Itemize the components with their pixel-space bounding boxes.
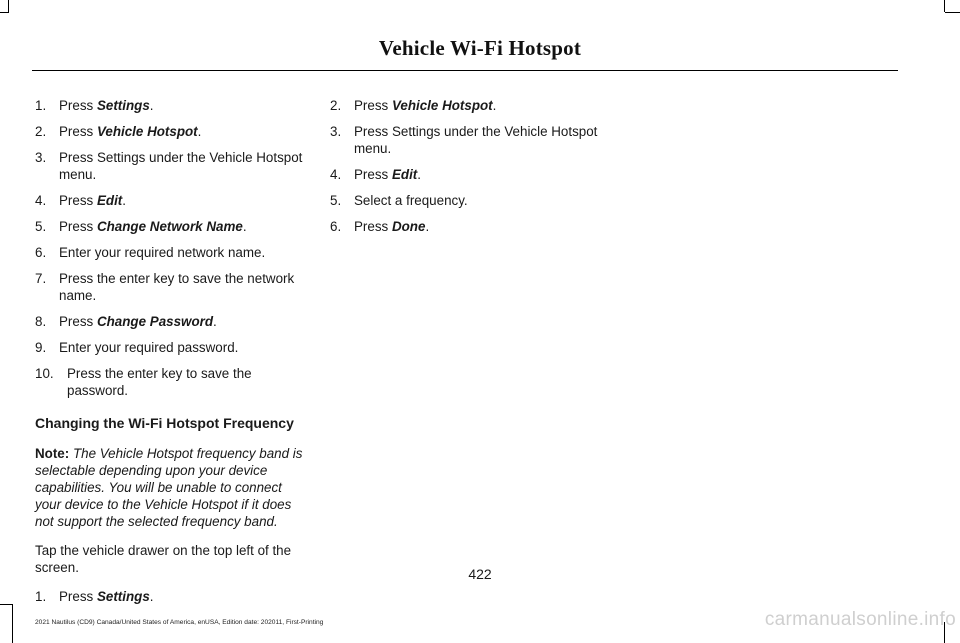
step-emphasis: Change Password — [96, 314, 214, 329]
list-item — [35, 218, 310, 235]
section-heading: Changing the Wi-Fi Hotspot Frequency — [35, 415, 294, 431]
step-text: Press Settings under the Vehicle Hotspot menu. — [59, 150, 303, 182]
step-text: Press the enter key to save the network name. — [59, 271, 295, 303]
list-item — [35, 365, 310, 399]
list-item — [35, 192, 310, 209]
step-number: 2. — [35, 124, 47, 139]
step-emphasis: Edit — [391, 167, 418, 182]
step-text: Press — [354, 98, 392, 113]
list-item — [35, 270, 310, 304]
steps-list-a — [35, 97, 310, 399]
note-block — [35, 445, 310, 530]
step-number: 1. — [35, 589, 47, 604]
step-suffix: . — [213, 314, 217, 329]
steps-list-b — [35, 588, 310, 605]
crop-mark — [12, 604, 13, 643]
step-number: 8. — [35, 314, 47, 329]
step-number: 2. — [330, 98, 342, 113]
crop-mark — [0, 604, 12, 605]
list-item — [35, 123, 310, 140]
step-number: 3. — [35, 150, 47, 165]
crop-mark — [0, 12, 9, 13]
list-item — [330, 192, 605, 209]
crop-mark — [8, 0, 9, 12]
note-label: Note: — [35, 446, 70, 461]
list-item — [35, 313, 310, 330]
list-item — [330, 166, 605, 183]
list-item — [35, 149, 310, 183]
step-number: 6. — [35, 245, 47, 260]
step-suffix: . — [425, 219, 430, 234]
left-column — [35, 97, 310, 614]
step-emphasis: Edit — [96, 193, 123, 208]
step-suffix: . — [149, 589, 154, 604]
step-text: Press Settings under the Vehicle Hotspot menu. — [354, 124, 598, 156]
list-item — [35, 97, 310, 114]
step-text: Press — [59, 193, 97, 208]
step-number: 5. — [35, 219, 47, 234]
crop-mark — [945, 12, 960, 13]
step-emphasis: Vehicle Hotspot — [96, 124, 198, 139]
list-item — [330, 218, 605, 235]
step-text: Press — [354, 219, 392, 234]
step-suffix: . — [197, 124, 202, 139]
right-column — [330, 97, 605, 244]
watermark: carmanualsonline.info — [764, 609, 956, 630]
body-paragraph: Tap the vehicle drawer on the top left of the screen. — [35, 543, 292, 575]
step-text: Press — [354, 167, 392, 182]
step-number: 5. — [330, 193, 342, 208]
step-emphasis: Done — [391, 219, 426, 234]
step-text: Press the enter key to save the password. — [67, 366, 252, 398]
step-suffix: . — [417, 167, 421, 182]
step-emphasis: Change Network Name — [96, 219, 243, 234]
step-number: 10. — [35, 366, 54, 381]
step-number: 4. — [330, 167, 342, 182]
step-text: Select a frequency. — [354, 193, 468, 208]
step-text: Enter your required network name. — [59, 245, 266, 260]
step-number: 1. — [35, 98, 47, 113]
step-number: 7. — [35, 271, 47, 286]
step-suffix: . — [492, 98, 497, 113]
page-number: 422 — [468, 566, 492, 582]
page-title: Vehicle Wi-Fi Hotspot — [378, 36, 582, 60]
step-text: Press — [59, 124, 97, 139]
step-number: 4. — [35, 193, 47, 208]
step-number: 9. — [35, 340, 47, 355]
step-text: Press — [59, 219, 97, 234]
step-suffix: . — [122, 193, 126, 208]
step-text: Enter your required password. — [59, 340, 239, 355]
step-number: 6. — [330, 219, 342, 234]
step-emphasis: Vehicle Hotspot — [391, 98, 493, 113]
step-text: Press — [59, 314, 97, 329]
step-text: Press — [59, 98, 97, 113]
list-item — [330, 97, 605, 114]
list-item — [330, 123, 605, 157]
note-text: The Vehicle Hotspot frequency band is selectable depending upon your device capabilities. You will be unable to connect your device to the Vehicle Hotspot if it does not support the selected frequency band. — [35, 446, 303, 529]
step-emphasis: Settings — [96, 589, 150, 604]
step-emphasis: Settings — [96, 98, 150, 113]
step-text: Press — [59, 589, 97, 604]
edition-footer: 2021 Nautilus (CD9) Canada/United States of America, enUSA, Edition date: 202011, First-Printing — [35, 619, 324, 626]
list-item — [35, 244, 310, 261]
step-suffix: . — [242, 219, 247, 234]
crop-mark — [944, 0, 945, 12]
list-item — [35, 588, 310, 605]
list-item — [35, 339, 310, 356]
step-number: 3. — [330, 124, 342, 139]
step-suffix: . — [149, 98, 154, 113]
header-divider — [32, 70, 898, 71]
